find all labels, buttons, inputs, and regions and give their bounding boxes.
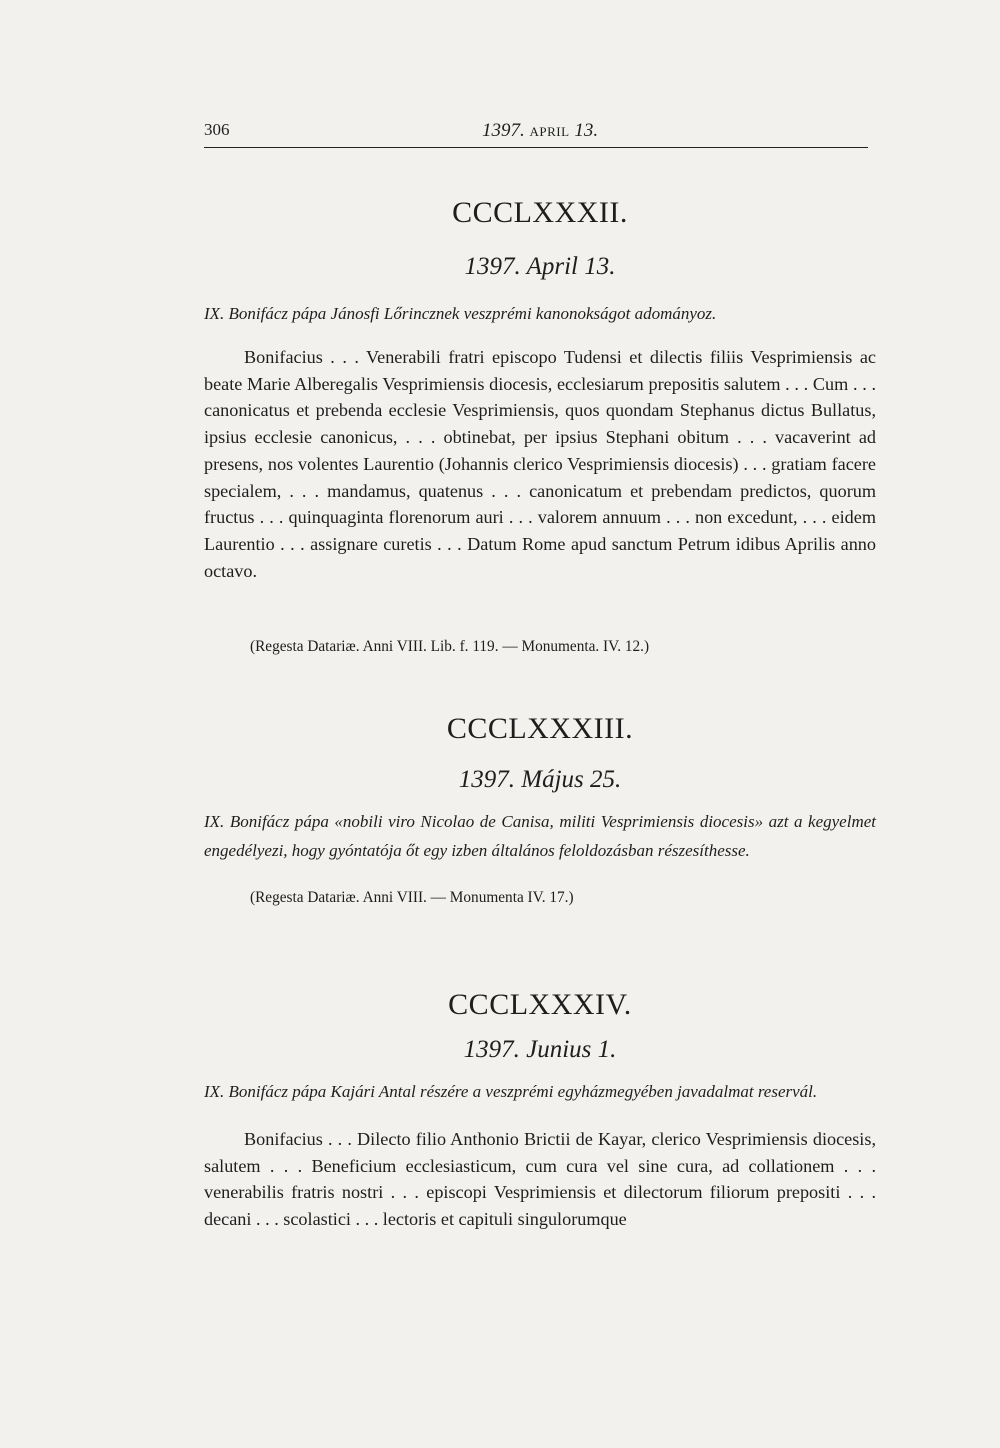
document-date: 1397. Május 25.: [458, 766, 622, 793]
running-head-date: 1397. APRIL 13.: [482, 120, 599, 141]
document-summary: IX. Bonifácz pápa «nobili viro Nicolao de Canisa, militi Vesprimiensis diocesis» azt a kegyelmet engedélyezi, hogy gyóntatója őt egy izben általános feloldozásban részesíthesse.: [204, 812, 876, 860]
document-numeral: CCCLXXXIV.: [448, 988, 632, 1021]
document-numeral: CCCLXXXIII.: [446, 712, 634, 745]
page-number: 306: [204, 120, 230, 139]
document-date: 1397. April 13.: [464, 253, 616, 280]
running-head: [204, 120, 868, 148]
document-body: Bonifacius . . . Dilecto filio Anthonio Brictii de Kayar, clerico Vesprimiensis diocesis, salutem . . . Beneficium ecclesiasticum, cum cura vel sine cura, ad collationem . . . venerabilis fratris nostri . . . episcopi Vesprimiensis et dilectorum filiorum prepositi . . . decani . . . scolastici . . . lectoris et capituli singulorumque: [204, 1129, 876, 1230]
document-numeral: CCCLXXXII.: [452, 196, 628, 229]
document-summary: IX. Bonifácz pápa Kajári Antal részére a veszprémi egyházmegyében javadalmat reservál.: [204, 1082, 818, 1101]
document-summary: IX. Bonifácz pápa Jánosfi Lőrincznek veszprémi kanonokságot adományoz.: [204, 304, 717, 323]
document-date: 1397. Junius 1.: [463, 1036, 617, 1063]
document-source: (Regesta Datariæ. Anni VIII. — Monumenta IV. 17.): [250, 889, 574, 906]
header-rule: [204, 147, 868, 148]
document-source: (Regesta Datariæ. Anni VIII. Lib. f. 119. — Monumenta. IV. 12.): [250, 638, 650, 655]
document-body: Bonifacius . . . Venerabili fratri episcopo Tudensi et dilectis filiis Vesprimiensis ac beate Marie Alberegalis Vesprimiensis diocesis, ecclesiarum prepositis salutem . . . Cum . . . canonicatus et prebenda ecclesie Vesprimiensis, quos quondam Stephanus dictus Bullatus, ipsius ecclesie canonicus, . . . obtinebat, per ipsius Stephani obitum . . . vacaverint ad presens, nos volentes Laurentio (Johannis clerico Vesprimiensis diocesis) . . . gratiam facere specialem, . . . mandamus, quatenus . . . canonicatum et prebendam predictos, quorum fructus . . . quinquaginta florenorum auri . . . valorem annuum . . . non excedunt, . . . eidem Laurentio . . . assignare curetis . . . Datum Rome apud sanctum Petrum idibus Aprilis anno octavo.: [204, 347, 876, 581]
